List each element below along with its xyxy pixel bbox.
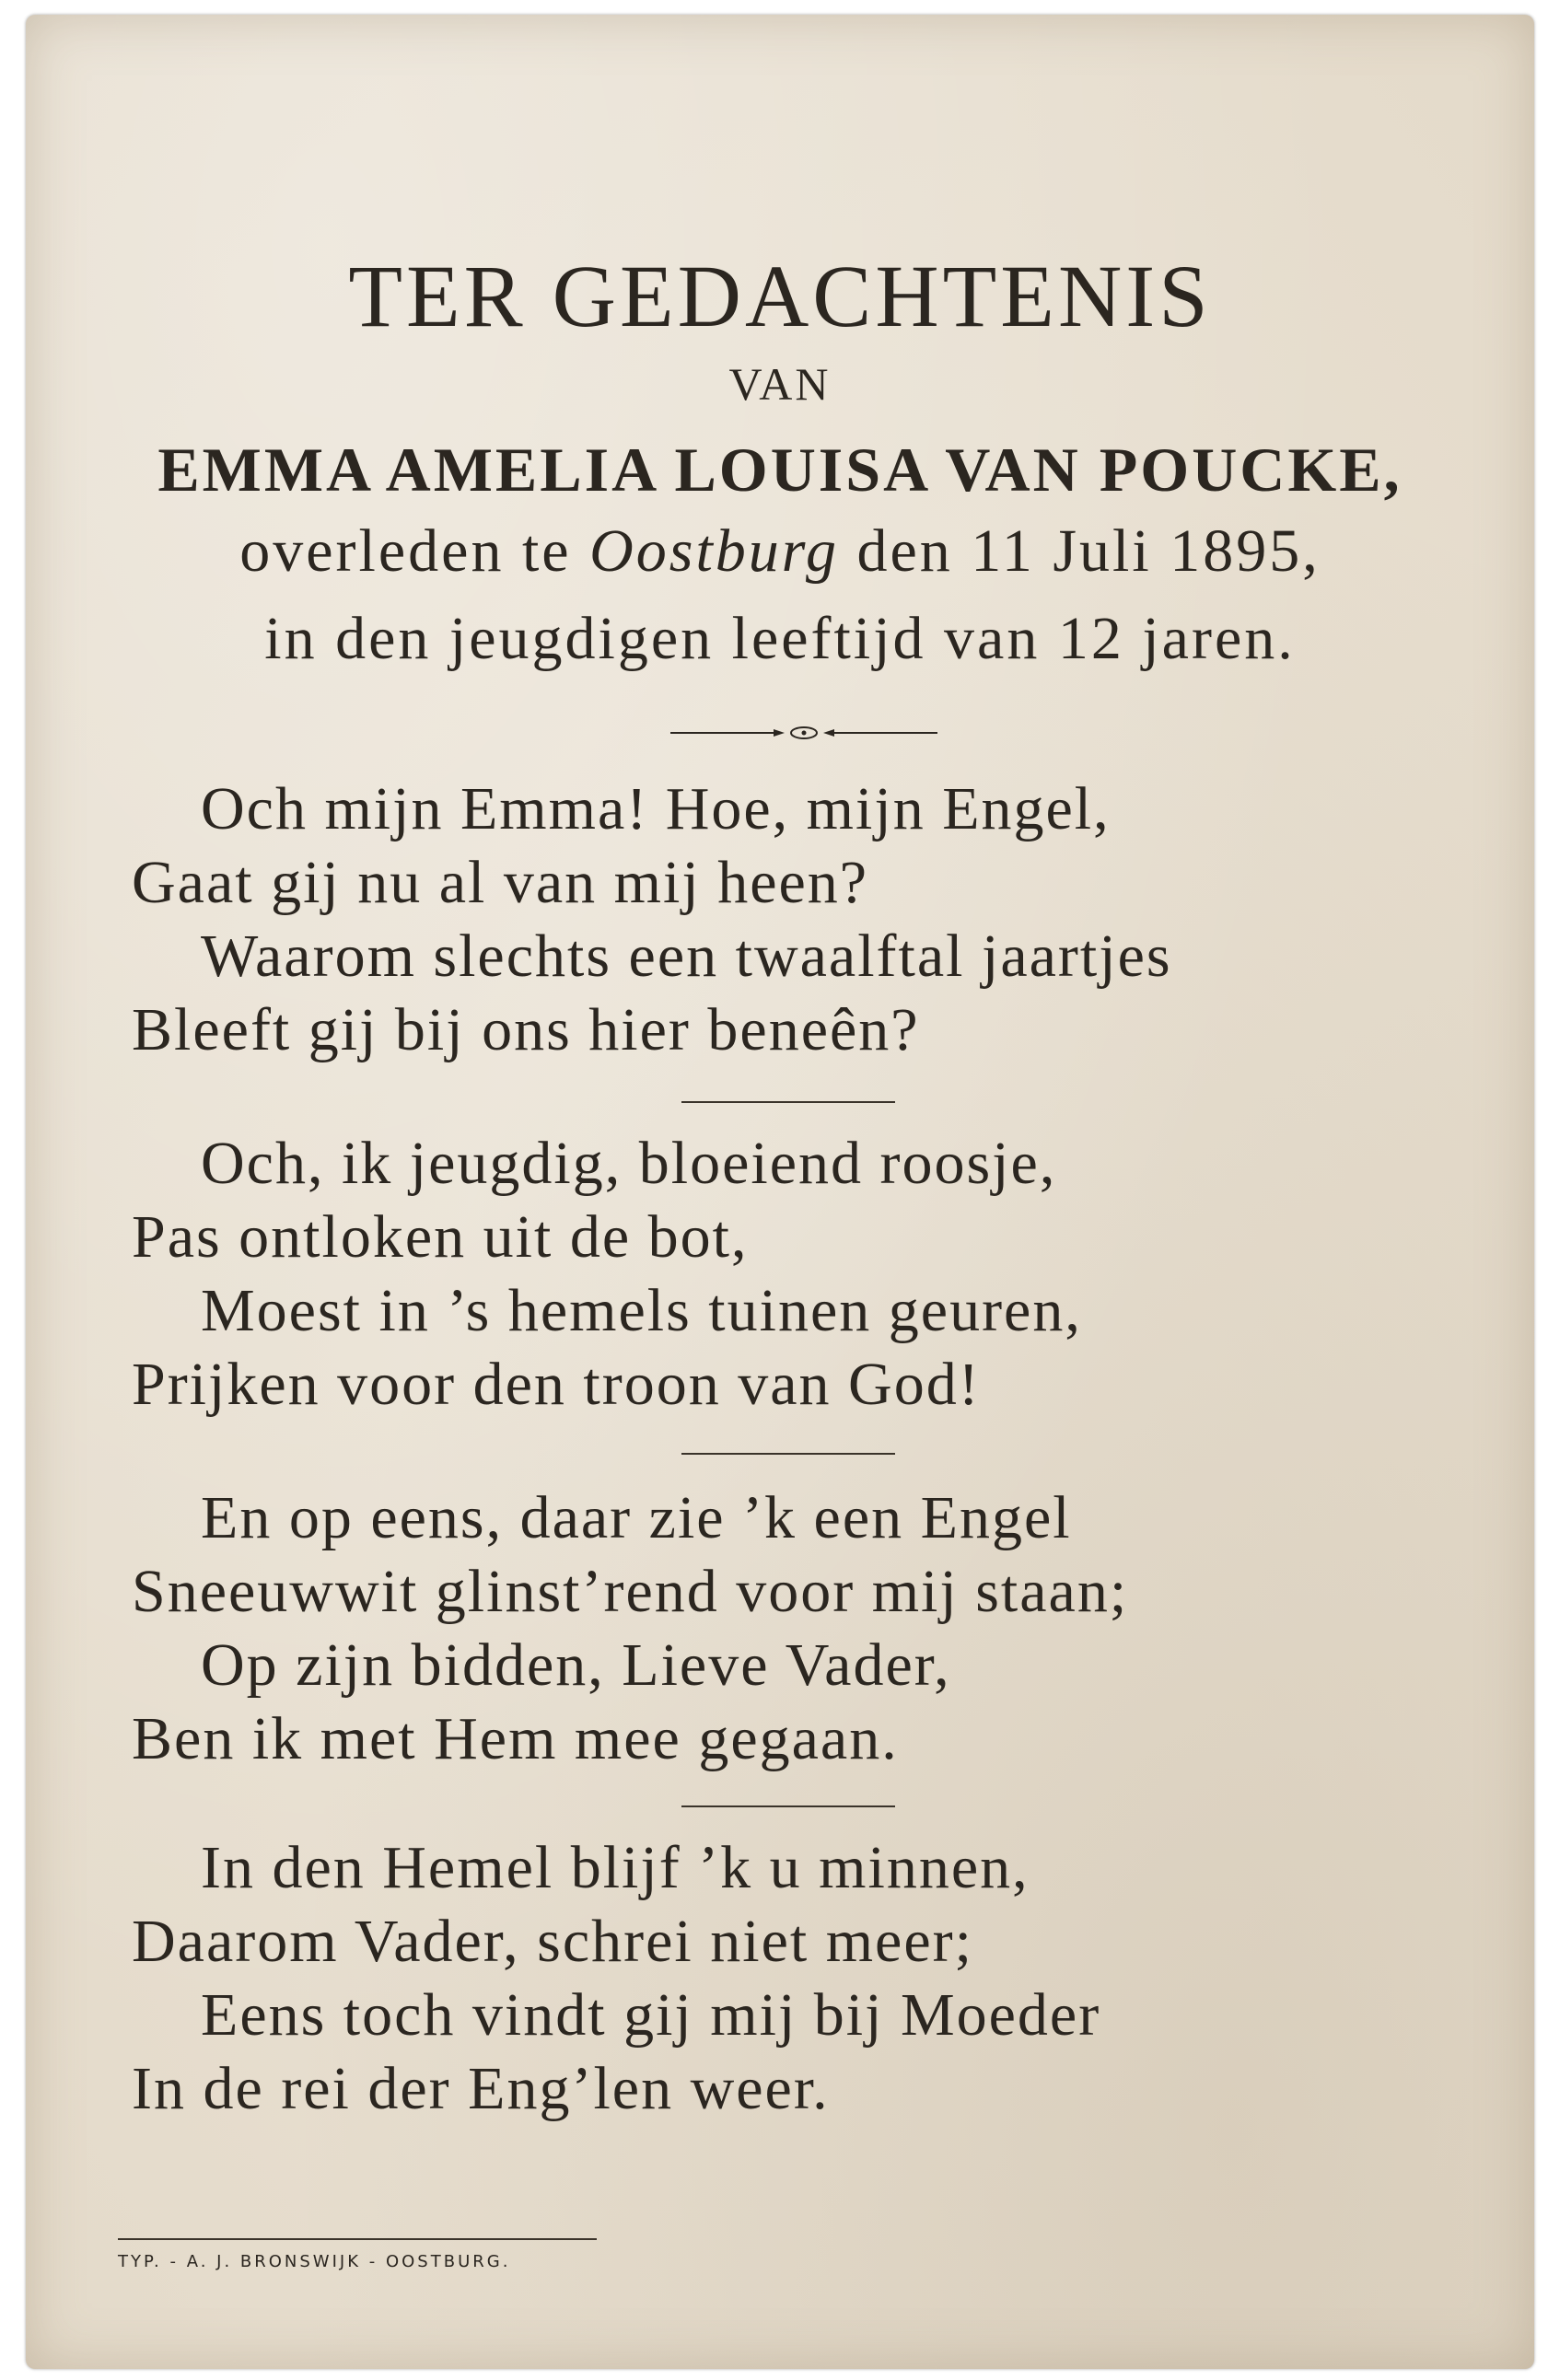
stanza-1-line-1: Och mijn Emma! Hoe, mijn Engel, xyxy=(201,775,1111,842)
stanza-divider-1 xyxy=(681,1101,895,1103)
imprint-rule xyxy=(118,2238,597,2240)
age-line: in den jeugdigen leeftijd van 12 jaren. xyxy=(264,605,1296,672)
stanza-divider-3 xyxy=(681,1805,895,1807)
printer-imprint: TYP. - A. J. BRONSWIJK - OOSTBURG. xyxy=(118,2252,511,2271)
death-prefix: overleden te xyxy=(239,517,590,585)
ornament-divider-icon xyxy=(670,724,937,742)
memorial-card xyxy=(26,15,1534,2369)
card-title: TER GEDACHTENIS xyxy=(348,247,1212,345)
stanza-1-line-2: Gaat gij nu al van mij heen? xyxy=(132,849,869,916)
stanza-divider-2 xyxy=(681,1453,895,1455)
stanza-2-line-4: Prijken voor den troon van God! xyxy=(132,1351,981,1418)
stanza-4-line-1: In den Hemel blijf ’k u minnen, xyxy=(201,1834,1030,1901)
stanza-1-line-3: Waarom slechts een twaalftal jaartjes xyxy=(201,923,1172,990)
stanza-2-line-3: Moest in ’s hemels tuinen geuren, xyxy=(201,1277,1082,1344)
death-date: den 11 Juli 1895, xyxy=(839,517,1321,585)
stanza-3-line-4: Ben ik met Hem mee gegaan. xyxy=(132,1705,899,1772)
deceased-name: EMMA AMELIA LOUISA VAN POUCKE, xyxy=(157,435,1403,505)
stanza-2-line-2: Pas ontloken uit de bot, xyxy=(132,1203,749,1271)
stanza-1-line-4: Bleeft gij bij ons hier beneên? xyxy=(132,996,920,1063)
death-place: Oostburg xyxy=(589,517,840,585)
van-line: VAN xyxy=(728,358,832,410)
death-line xyxy=(26,517,1534,586)
stanza-2-line-1: Och, ik jeugdig, bloeiend roosje, xyxy=(201,1130,1057,1197)
stanza-3-line-1: En op eens, daar zie ’k een Engel xyxy=(201,1484,1072,1551)
stanza-4-line-3: Eens toch vindt gij mij bij Moeder xyxy=(201,1981,1101,2049)
stanza-3-line-3: Op zijn bidden, Lieve Vader, xyxy=(201,1631,951,1699)
stanza-4-line-4: In de rei der Eng’len weer. xyxy=(132,2055,830,2122)
stanza-3-line-2: Sneeuwwit glinst’rend voor mij staan; xyxy=(132,1558,1129,1625)
stanza-4-line-2: Daarom Vader, schrei niet meer; xyxy=(132,1908,973,1975)
